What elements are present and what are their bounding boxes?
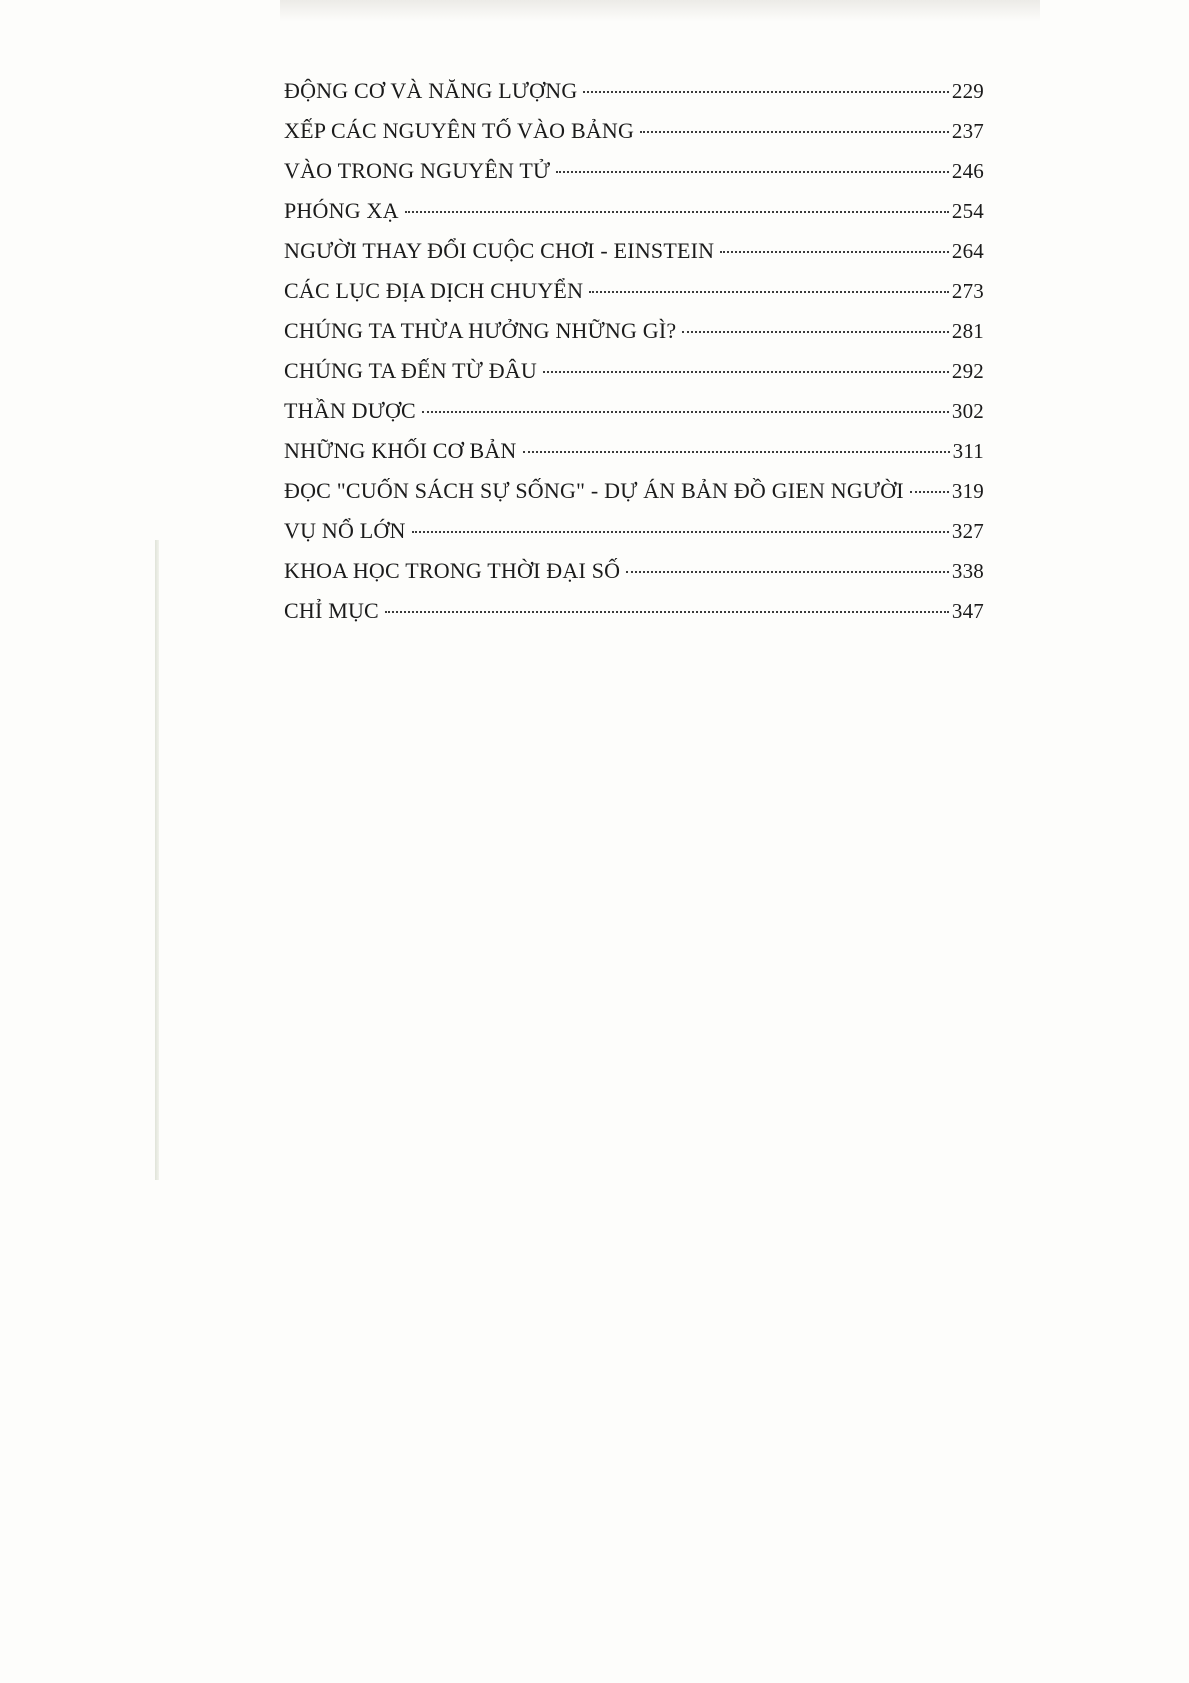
toc-entry-title: VÀO TRONG NGUYÊN TỬ xyxy=(284,158,551,183)
binding-edge xyxy=(155,540,159,1180)
toc-entry-page: 264 xyxy=(951,239,984,263)
toc-entry xyxy=(284,438,984,478)
toc-dot-leader xyxy=(682,331,949,333)
toc-entry-page: 327 xyxy=(951,519,984,543)
toc-entry-page: 281 xyxy=(951,319,984,343)
toc-entry xyxy=(284,478,984,518)
toc-entry-title: PHÓNG XẠ xyxy=(284,198,399,223)
toc-entry xyxy=(284,558,984,598)
toc-dot-leader xyxy=(385,611,949,613)
toc-entry-page: 254 xyxy=(951,199,984,223)
toc-entry-title: CÁC LỤC ĐỊA DỊCH CHUYỂN xyxy=(284,278,584,303)
toc-entry-title: NHỮNG KHỐI CƠ BẢN xyxy=(284,438,517,463)
toc-entry-page: 302 xyxy=(951,399,984,423)
toc-entry-title: ĐỌC "CUỐN SÁCH SỰ SỐNG" - DỰ ÁN BẢN ĐỒ GIEN NGƯỜI xyxy=(284,478,904,503)
toc-entry xyxy=(284,118,984,158)
toc-entry-title: VỤ NỔ LỚN xyxy=(284,518,406,543)
toc-entry xyxy=(284,198,984,238)
toc-entry-title: CHÚNG TA THỪA HƯỞNG NHỮNG GÌ? xyxy=(284,318,677,343)
toc-entry-title: CHỈ MỤC xyxy=(284,598,379,623)
toc-entry-page: 338 xyxy=(951,559,984,583)
toc-dot-leader xyxy=(543,371,949,373)
toc-dot-leader xyxy=(556,171,949,173)
toc-entry-page: 273 xyxy=(951,279,984,303)
toc-entry xyxy=(284,78,984,118)
toc-entry xyxy=(284,358,984,398)
toc-dot-leader xyxy=(910,491,949,493)
toc-dot-leader xyxy=(589,291,949,293)
toc-entry xyxy=(284,278,984,318)
toc-entry xyxy=(284,518,984,558)
page-top-shadow xyxy=(280,0,1040,22)
toc-entry-title: CHÚNG TA ĐẾN TỪ ĐÂU xyxy=(284,358,537,383)
toc-entry-page: 347 xyxy=(951,599,984,623)
table-of-contents xyxy=(284,78,984,638)
toc-entry xyxy=(284,398,984,438)
toc-entry-title: KHOA HỌC TRONG THỜI ĐẠI SỐ xyxy=(284,558,621,583)
toc-dot-leader xyxy=(626,571,949,573)
toc-entry-page: 246 xyxy=(951,159,984,183)
toc-entry-page: 292 xyxy=(951,359,984,383)
toc-dot-leader xyxy=(720,251,949,253)
toc-dot-leader xyxy=(583,91,948,93)
toc-dot-leader xyxy=(640,131,949,133)
toc-entry-page: 311 xyxy=(952,439,984,463)
toc-entry-page: 237 xyxy=(951,119,984,143)
toc-entry-title: THẦN DƯỢC xyxy=(284,398,416,423)
toc-entry-page: 229 xyxy=(951,79,984,103)
toc-entry xyxy=(284,238,984,278)
toc-dot-leader xyxy=(412,531,949,533)
toc-dot-leader xyxy=(422,411,949,413)
toc-entry xyxy=(284,598,984,638)
toc-entry-page: 319 xyxy=(951,479,984,503)
toc-dot-leader xyxy=(405,211,949,213)
toc-dot-leader xyxy=(523,451,950,453)
toc-entry xyxy=(284,318,984,358)
toc-entry xyxy=(284,158,984,198)
toc-entry-title: ĐỘNG CƠ VÀ NĂNG LƯỢNG xyxy=(284,78,578,103)
toc-entry-title: XẾP CÁC NGUYÊN TỐ VÀO BẢNG xyxy=(284,118,635,143)
toc-entry-title: NGƯỜI THAY ĐỔI CUỘC CHƠI - EINSTEIN xyxy=(284,238,715,263)
